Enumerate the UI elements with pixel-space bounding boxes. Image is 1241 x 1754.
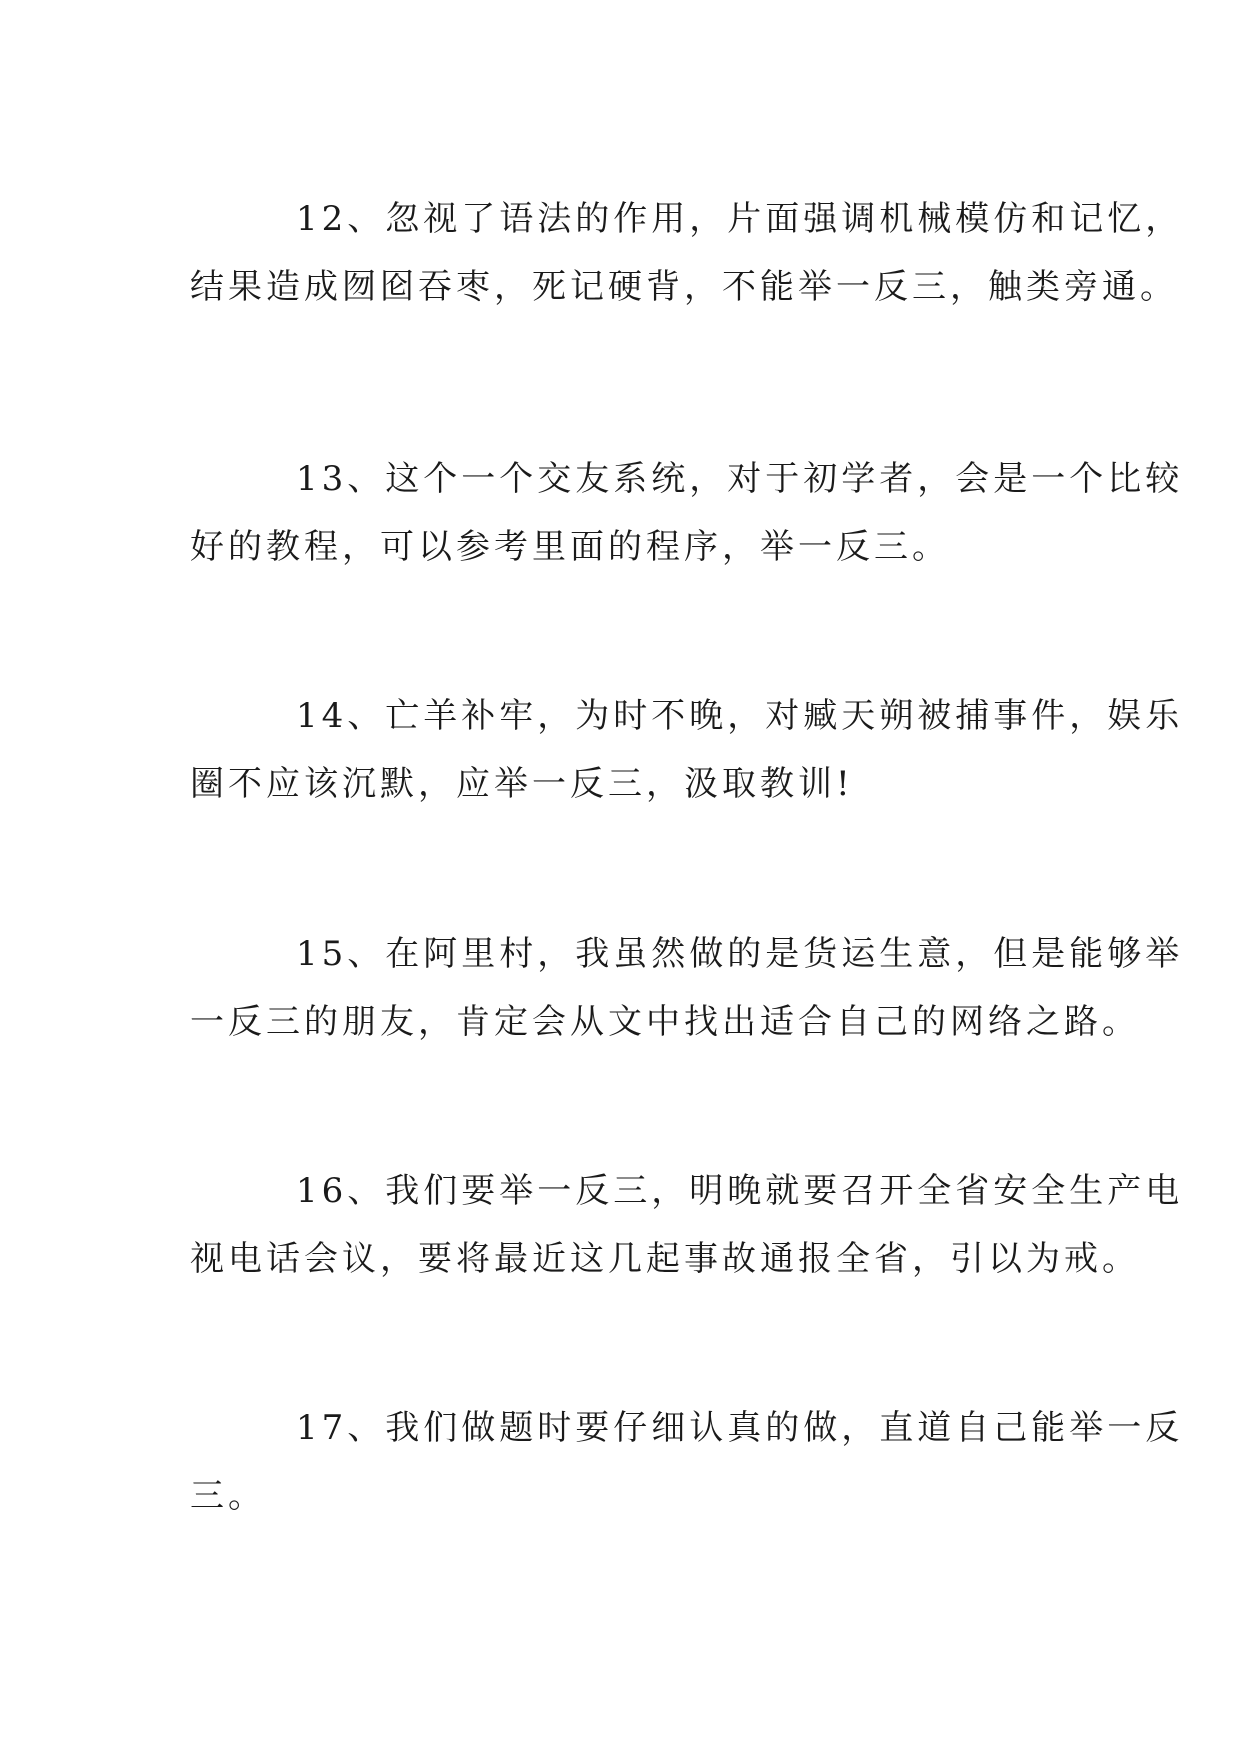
paragraph-line: 视电话会议，要将最近这几起事故通报全省，引以为戒。: [190, 1239, 1140, 1279]
paragraph-line: 圈不应该沉默，应举一反三，汲取教训!: [190, 764, 854, 804]
paragraph-line: 结果造成囫囵吞枣，死记硬背，不能举一反三，触类旁通。: [190, 267, 1178, 307]
paragraph-line: 17、我们做题时要仔细认真的做，直道自己能举一反: [296, 1408, 1184, 1448]
paragraph-12: [190, 185, 1184, 321]
paragraph-line: 14、亡羊补牢，为时不晚，对臧天朔被捕事件，娱乐: [296, 696, 1184, 736]
paragraph-14: [190, 682, 1184, 818]
paragraph-line: 三。: [190, 1476, 266, 1516]
paragraph-16: [190, 1157, 1184, 1293]
paragraph-line: 好的教程，可以参考里面的程序，举一反三。: [190, 527, 950, 567]
paragraph-13: [190, 445, 1184, 581]
paragraph-line: 12、忽视了语法的作用，片面强调机械模仿和记忆，: [296, 199, 1184, 239]
paragraph-15: [190, 920, 1184, 1056]
paragraph-17: [190, 1394, 1184, 1530]
paragraph-line: 13、这个一个交友系统，对于初学者，会是一个比较: [296, 459, 1184, 499]
paragraph-line: 一反三的朋友，肯定会从文中找出适合自己的网络之路。: [190, 1002, 1140, 1042]
paragraph-line: 16、我们要举一反三，明晚就要召开全省安全生产电: [296, 1171, 1184, 1211]
paragraph-line: 15、在阿里村，我虽然做的是货运生意，但是能够举: [296, 934, 1184, 974]
